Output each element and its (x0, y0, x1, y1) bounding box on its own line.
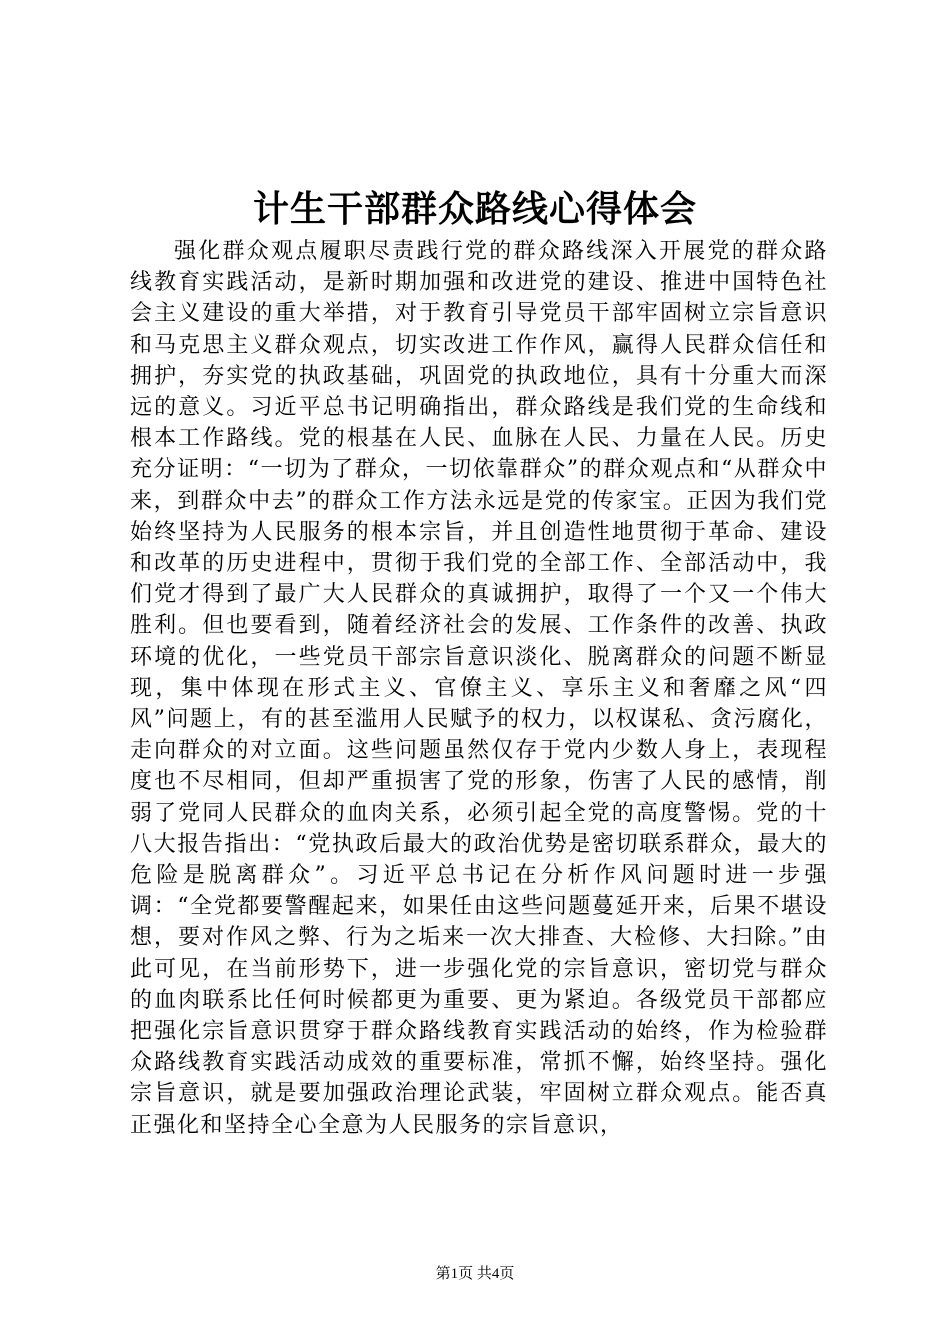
body-paragraph: 强化群众观点履职尽责践行党的群众路线深入开展党的群众路线教育实践活动，是新时期加强和改进党的建设、推进中国特色社会主义建设的重大举措，对于教育引导党员干部牢固树立宗旨意识和马克思主义群众观点，切实改进工作作风，赢得人民群众信任和拥护，夯实党的执政基础，巩固党的执政地位，具有十分重大而深远的意义。习近平总书记明确指出，群众路线是我们党的生命线和根本工作路线。党的根基在人民、血脉在人民、力量在人民。历史充分证明：“一切为了群众，一切依靠群众”的群众观点和“从群众中来，到群众中去”的群众工作方法永远是党的传家宝。正因为我们党始终坚持为人民服务的根本宗旨，并且创造性地贯彻于革命、建设和改革的历史进程中，贯彻于我们党的全部工作、全部活动中，我们党才得到了最广大人民群众的真诚拥护，取得了一个又一个伟大胜利。但也要看到，随着经济社会的发展、工作条件的改善、执政环境的优化，一些党员干部宗旨意识淡化、脱离群众的问题不断显现，集中体现在形式主义、官僚主义、享乐主义和奢靡之风“四风”问题上，有的甚至滥用人民赋予的权力，以权谋私、贪污腐化，走向群众的对立面。这些问题虽然仅存于党内少数人身上，表现程度也不尽相同，但却严重损害了党的形象，伤害了人民的感情，削弱了党同人民群众的血肉关系，必须引起全党的高度警惕。党的十八大报告指出：“党执政后最大的政治优势是密切联系群众，最大的危险是脱离群众”。习近平总书记在分析作风问题时进一步强调：“全党都要警醒起来，如果任由这些问题蔓延开来，后果不堪设想，要对作风之弊、行为之垢来一次大排查、大检修、大扫除。”由此可见，在当前形势下，进一步强化党的宗旨意识，密切党与群众的血肉联系比任何时候都更为重要、更为紧迫。各级党员干部都应把强化宗旨意识贯穿于群众路线教育实践活动的始终，作为检验群众路线教育实践活动成效的重要标准，常抓不懈，始终坚持。强化宗旨意识，就是要加强政治理论武装，牢固树立群众观点。能否真正强化和坚持全心全意为人民服务的宗旨意识， (130, 239, 828, 1138)
page-number-footer: 第1页 共4页 (435, 1266, 515, 1282)
document-title: 计生干部群众路线心得体会 (252, 188, 697, 230)
